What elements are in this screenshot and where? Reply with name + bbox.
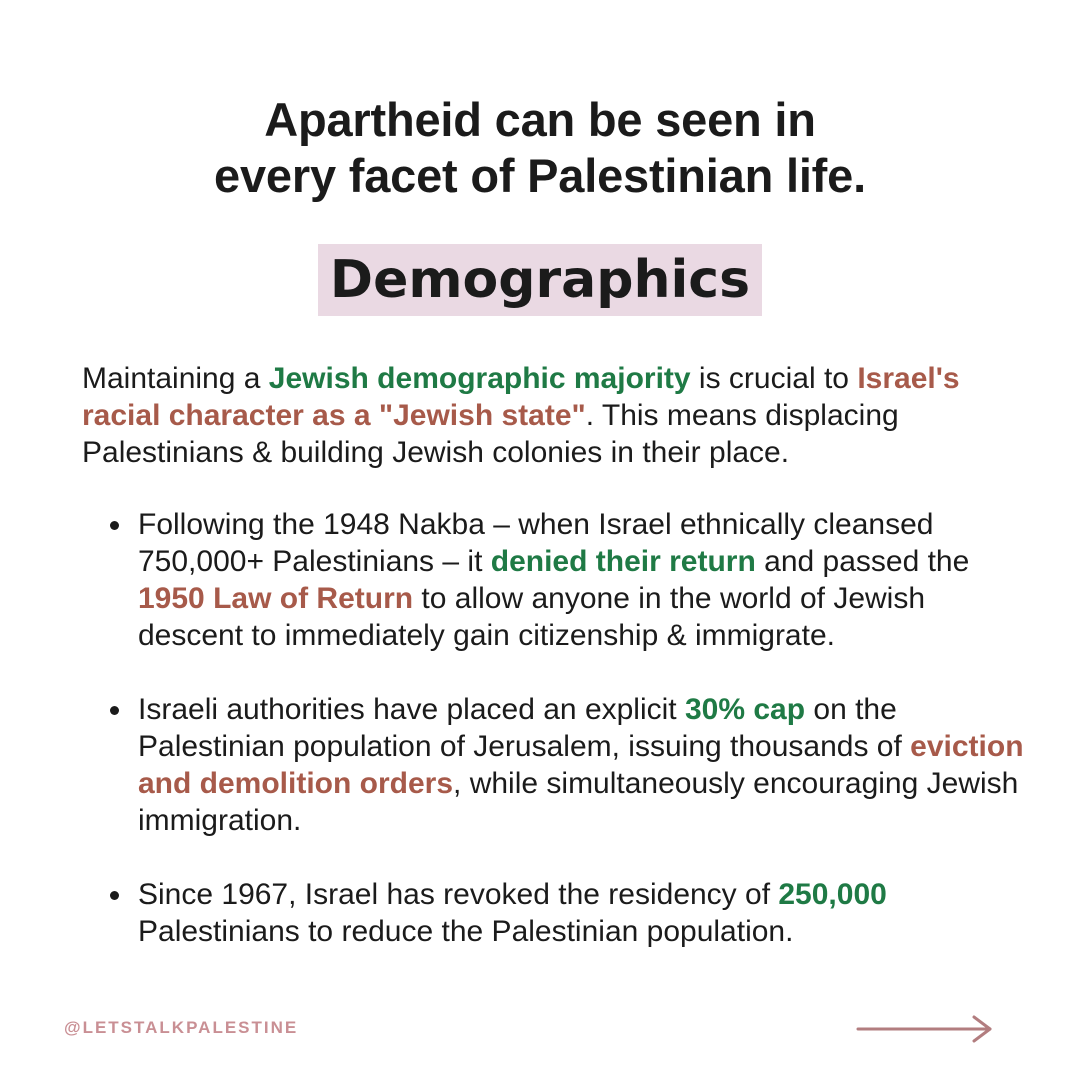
intro-text-1: Maintaining a xyxy=(82,362,269,395)
intro-paragraph xyxy=(82,360,1032,471)
bullet-item-jerusalem-cap xyxy=(108,691,1038,839)
bullet-highlight-rust: 1950 Law of Return xyxy=(138,582,414,615)
bullet-highlight-green: denied their return xyxy=(490,545,756,578)
right-arrow-icon[interactable] xyxy=(856,1014,996,1044)
bullet-highlight-rust: eviction and demolition orders xyxy=(138,730,1024,800)
bullet-item-nakba xyxy=(108,506,1038,654)
bullet-dot-icon xyxy=(110,521,119,530)
bullet-text: Israeli authorities have placed an explicit xyxy=(138,693,685,726)
bullet-text: Palestinians to reduce the Palestinian population. xyxy=(138,915,794,948)
bullet-highlight-green: 250,000 xyxy=(778,878,887,911)
bullet-text: Following the 1948 Nakba – when Israel ethnically cleansed 750,000+ Palestinians – it xyxy=(138,508,934,578)
bullet-item-residency xyxy=(108,876,1038,950)
bullet-text: Since 1967, Israel has revoked the residency of xyxy=(138,878,779,911)
section-heading: Demographics xyxy=(318,244,762,316)
bullet-list xyxy=(108,506,1038,987)
page-title xyxy=(0,92,1080,204)
intro-text-3: . This means displacing Palestinians & building Jewish colonies in their place. xyxy=(82,399,899,469)
bullet-text: to allow anyone in the world of Jewish descent to immediately gain citizenship & immigrate. xyxy=(138,582,926,652)
bullet-text: on the Palestinian population of Jerusalem, issuing thousands of xyxy=(138,693,911,763)
account-handle[interactable]: @LETSTALKPALESTINE xyxy=(64,1018,299,1037)
section-heading-wrap xyxy=(0,244,1080,316)
bullet-text: , while simultaneously encouraging Jewish immigration. xyxy=(138,767,1019,837)
intro-text-2: is crucial to xyxy=(690,362,858,395)
bullet-dot-icon xyxy=(110,891,119,900)
bullet-highlight-green: 30% cap xyxy=(684,693,806,726)
title-line-2: every facet of Palestinian life. xyxy=(214,149,866,202)
intro-highlight-rust: Israel's racial character as a "Jewish state" xyxy=(82,362,960,432)
bullet-dot-icon xyxy=(110,706,119,715)
intro-highlight-green: Jewish demographic majority xyxy=(268,362,691,395)
title-line-1: Apartheid can be seen in xyxy=(264,93,816,146)
bullet-text: and passed the xyxy=(755,545,970,578)
